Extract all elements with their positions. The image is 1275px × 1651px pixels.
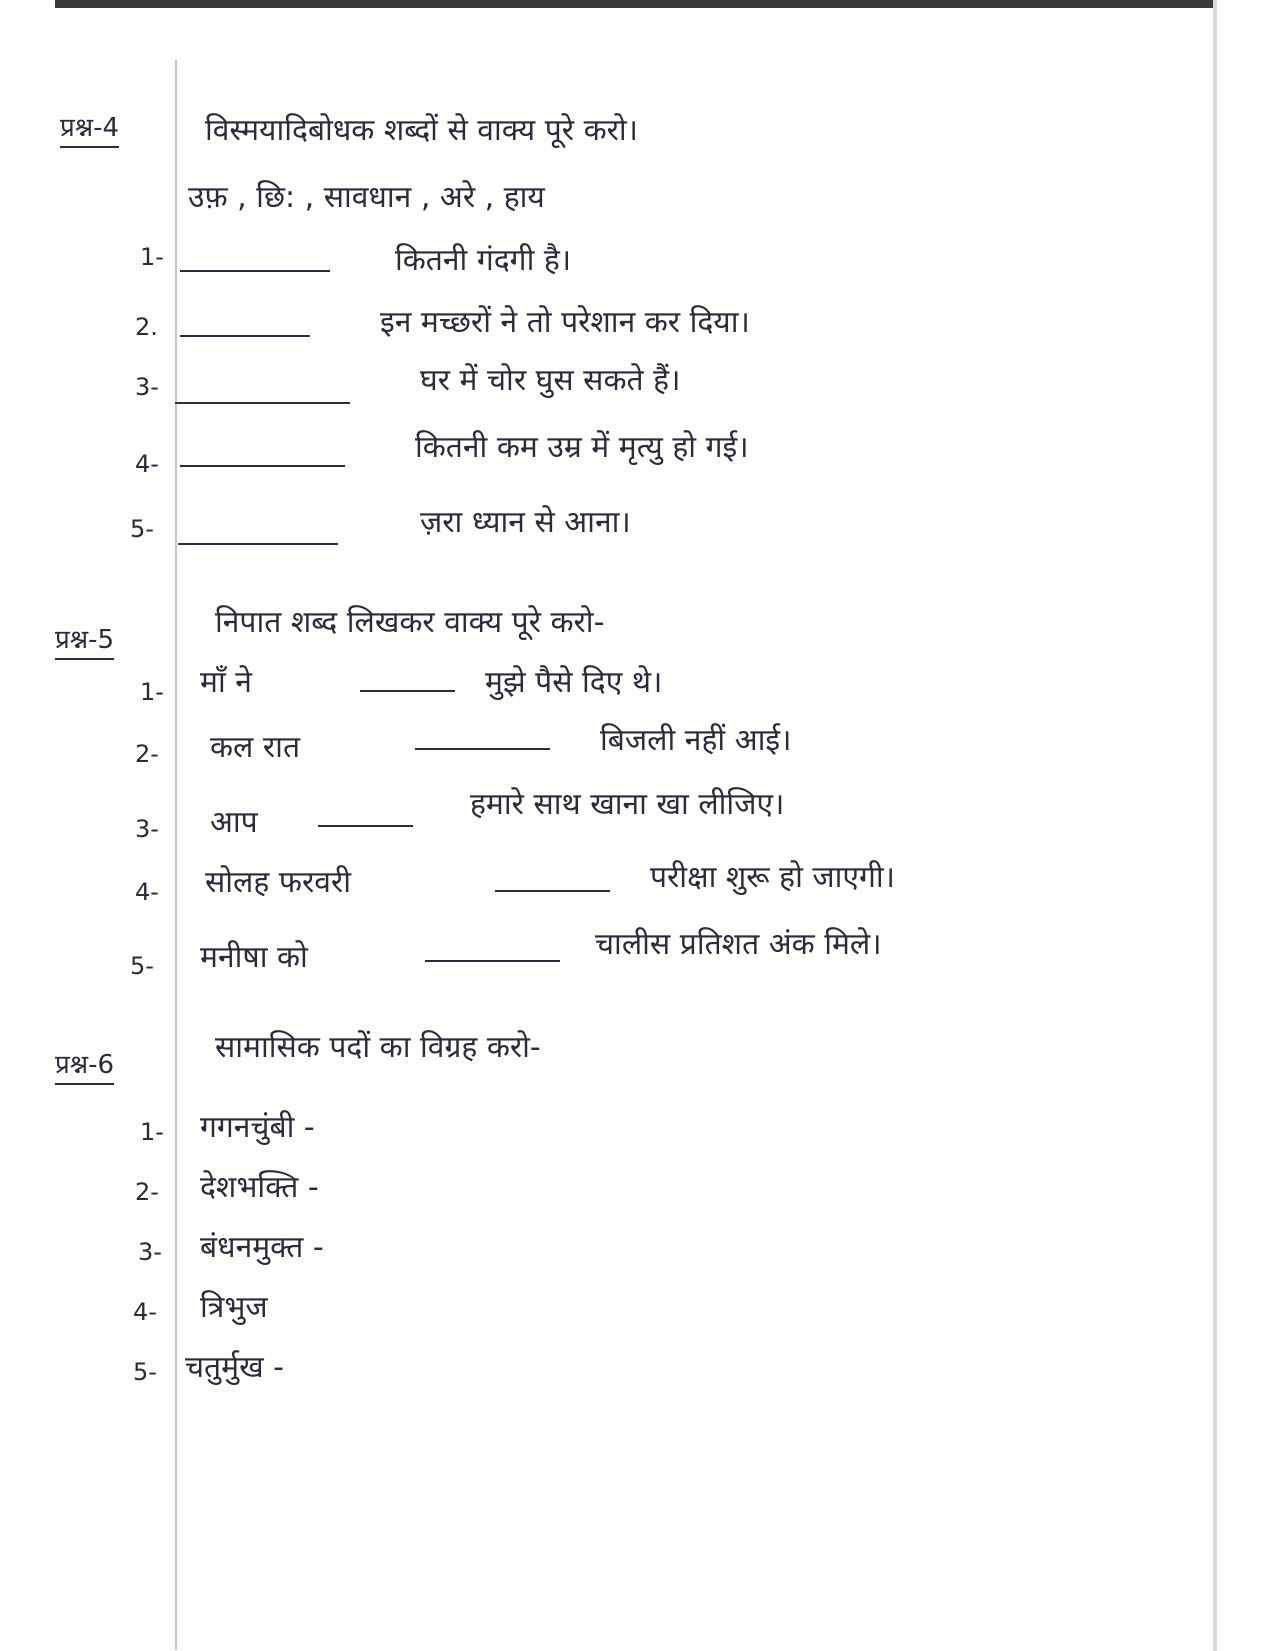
q6-label: प्रश्न-6 [55,1045,114,1085]
q4-item-2-blank [180,335,310,337]
q6-item-2-number: 2- [135,1178,159,1206]
q5-item-5-after: चालीस प्रतिशत अंक मिले। [595,927,882,962]
q5-item-3-before: आप [210,805,258,840]
q6-item-5-text: चतुर्मुख - [185,1350,284,1385]
q6-item-2-text: देशभक्ति - [200,1170,319,1205]
q4-item-5-blank [178,543,338,545]
q5-item-2-after: बिजली नहीं आई। [600,723,792,758]
q5-item-1-blank [360,690,455,692]
q5-item-4-after: परीक्षा शुरू हो जाएगी। [650,860,896,895]
q6-item-3-text: बंधनमुक्त - [200,1230,324,1265]
q4-item-3-text: घर में चोर घुस सकते हैं। [420,363,681,398]
q5-item-2-number: 2- [135,740,159,768]
q6-item-4-text: त्रिभुज [200,1290,268,1325]
q4-item-5-text: ज़रा ध्यान से आना। [420,505,631,540]
q6-item-1-text: गगनचुंबी - [200,1110,315,1145]
q4-item-5-number: 5- [130,515,154,543]
q5-item-3-blank [318,825,413,827]
q4-item-4-text: कितनी कम उम्र में मृत्यु हो गई। [415,430,749,465]
q4-item-4-blank [180,465,345,467]
q5-item-4-blank [495,890,610,892]
q5-title: निपात शब्द लिखकर वाक्य पूरे करो- [215,605,605,640]
q4-options: उफ़ , छि: , सावधान , अरे , हाय [188,180,545,215]
q6-title: सामासिक पदों का विग्रह करो- [215,1030,541,1065]
q4-item-1-text: कितनी गंदगी है। [395,243,572,278]
q5-item-1-number: 1- [140,678,164,706]
q5-item-2-before: कल रात [210,730,301,765]
q6-item-1-number: 1- [140,1118,164,1146]
q4-item-3-number: 3- [135,373,159,401]
q4-title: विस्मयादिबोधक शब्दों से वाक्य पूरे करो। [205,113,639,148]
q5-item-2-blank [415,748,550,750]
q4-label: प्रश्न-4 [60,108,119,148]
q5-item-5-blank [425,960,560,962]
q6-item-3-number: 3- [138,1238,162,1266]
q4-item-3-blank [175,402,350,404]
q5-item-5-before: मनीषा को [200,940,308,975]
q5-item-4-before: सोलह फरवरी [205,865,351,900]
q5-item-3-number: 3- [135,815,159,843]
page-top-edge [55,0,1215,8]
q4-item-2-text: इन मच्छरों ने तो परेशान कर दिया। [380,305,750,340]
q5-item-5-number: 5- [130,952,154,980]
q6-item-4-number: 4- [133,1298,157,1326]
q6-item-5-number: 5- [133,1358,157,1386]
q4-item-2-number: 2. [135,313,158,341]
page-right-edge [1213,0,1217,1651]
q4-item-1-blank [180,270,330,272]
q5-item-3-after: हमारे साथ खाना खा लीजिए। [470,787,785,822]
q5-item-1-before: माँ ने [200,665,252,700]
q5-item-4-number: 4- [135,878,159,906]
q5-item-1-after: मुझे पैसे दिए थे। [485,665,663,700]
q4-item-1-number: 1- [140,243,164,271]
margin-line [175,60,177,1650]
q5-label: प्रश्न-5 [55,620,114,660]
q4-item-4-number: 4- [135,450,159,478]
